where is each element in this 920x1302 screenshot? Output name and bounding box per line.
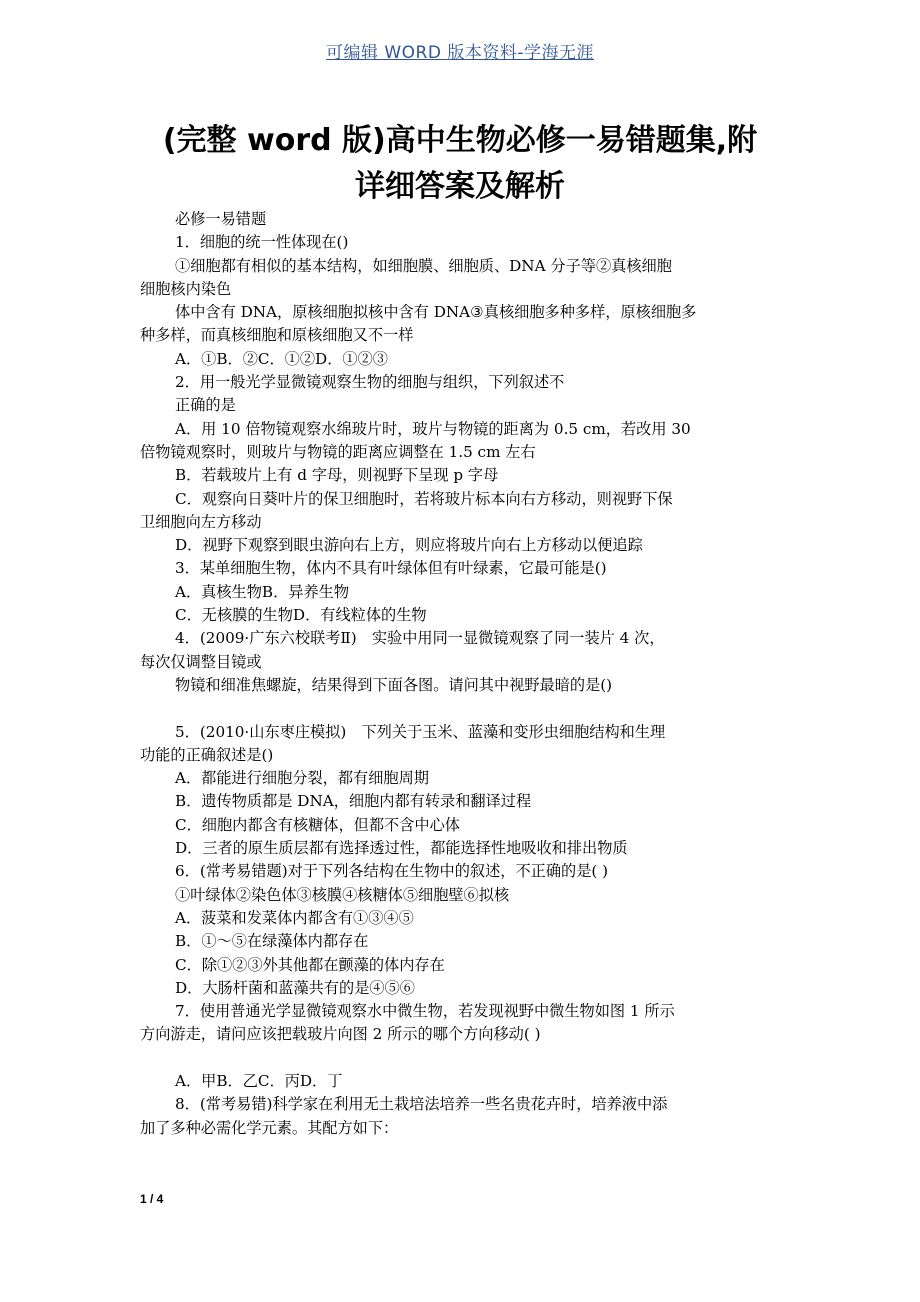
title-line-1: (完整 word 版)高中生物必修一易错题集,附 — [162, 123, 758, 158]
text-line: 功能的正确叙述是() — [140, 745, 274, 764]
text-line: A．用 10 倍物镜观察水绵玻片时，玻片与物镜的距离为 0.5 cm，若改用 30 — [175, 419, 691, 438]
text-line: 5．(2010·山东枣庄模拟) 下列关于玉米、蓝藻和变形虫细胞结构和生理 — [175, 722, 666, 741]
document-body — [140, 208, 785, 1140]
text-line: 倍物镜观察时，则玻片与物镜的距离应调整在 1.5 cm 左右 — [140, 442, 536, 461]
text-line: C．除①②③外其他都在颤藻的体内存在 — [175, 955, 445, 974]
text-line: 必修一易错题 — [175, 210, 267, 228]
blank-line — [140, 697, 785, 720]
text-line: ①细胞都有相似的基本结构，如细胞膜、细胞质、DNA 分子等②真核细胞 — [175, 256, 672, 275]
text-line: B．①～⑤在绿藻体内都存在 — [175, 932, 369, 951]
text-line: D．视野下观察到眼虫游向右上方，则应将玻片向右上方移动以便追踪 — [175, 536, 643, 555]
text-line: A．①B．②C．①②D．①②③ — [175, 349, 388, 368]
text-line: B．遗传物质都是 DNA，细胞内都有转录和翻译过程 — [175, 792, 532, 811]
text-line: 1．细胞的统一性体现在() — [175, 233, 349, 252]
text-line: B．若载玻片上有 d 字母，则视野下呈现 p 字母 — [175, 466, 499, 485]
text-line: 6．(常考易错题)对于下列各结构在生物中的叙述，不正确的是( ) — [175, 862, 609, 881]
page-header: 可编辑 WORD 版本资料-学海无涯 — [325, 43, 595, 63]
text-line: 每次仅调整目镜或 — [140, 652, 262, 671]
title-line-2: 详细答案及解析 — [355, 169, 565, 204]
text-line: A．真核生物B．异养生物 — [175, 582, 350, 601]
text-line: D．三者的原生质层都有选择透过性，都能选择性地吸收和排出物质 — [175, 839, 628, 858]
document-title — [100, 118, 820, 210]
text-line: 方向游走，请问应该把载玻片向图 2 所示的哪个方向移动( ) — [140, 1025, 541, 1044]
text-line: C．无核膜的生物D．有线粒体的生物 — [175, 606, 427, 625]
text-line: 卫细胞向左方移动 — [140, 512, 262, 531]
text-line: 正确的是 — [175, 396, 236, 415]
text-line: A．甲B．乙C．丙D．丁 — [175, 1071, 343, 1090]
text-line: 3．某单细胞生物，体内不具有叶绿体但有叶绿素，它最可能是() — [175, 559, 607, 578]
text-line: D．大肠杆菌和蓝藻共有的是④⑤⑥ — [175, 978, 415, 997]
text-line: 8．(常考易错)科学家在利用无土栽培法培养一些名贵花卉时，培养液中添 — [175, 1095, 668, 1114]
text-line: 体中含有 DNA，原核细胞拟核中含有 DNA③真核细胞多种多样，原核细胞多 — [175, 303, 697, 322]
text-line: 细胞核内染色 — [140, 279, 232, 298]
text-line: 2．用一般光学显微镜观察生物的细胞与组织，下列叙述不 — [175, 373, 565, 392]
text-line: 种多样，而真核细胞和原核细胞又不一样 — [140, 326, 414, 345]
text-line: A．都能进行细胞分裂，都有细胞周期 — [175, 769, 429, 788]
text-line: C．细胞内都含有核糖体，但都不含中心体 — [175, 815, 460, 834]
text-line: 4．(2009·广东六校联考Ⅱ) 实验中用同一显微镜观察了同一装片 4 次， — [175, 629, 665, 648]
text-line: 物镜和细准焦螺旋，结果得到下面各图。请问其中视野最暗的是() — [175, 675, 613, 694]
text-line: ①叶绿体②染色体③核膜④核糖体⑤细胞壁⑥拟核 — [175, 885, 510, 904]
text-line: 加了多种必需化学元素。其配方如下： — [140, 1118, 399, 1137]
text-line: A．菠菜和发菜体内都含有①③④⑤ — [175, 908, 414, 927]
page-number: 1 / 4 — [140, 1192, 164, 1206]
text-line: C．观察向日葵叶片的保卫细胞时，若将玻片标本向右方移动，则视野下保 — [175, 489, 673, 508]
text-line: 7．使用普通光学显微镜观察水中微生物，若发现视野中微生物如图 1 所示 — [175, 1002, 675, 1021]
blank-line — [140, 1047, 785, 1070]
